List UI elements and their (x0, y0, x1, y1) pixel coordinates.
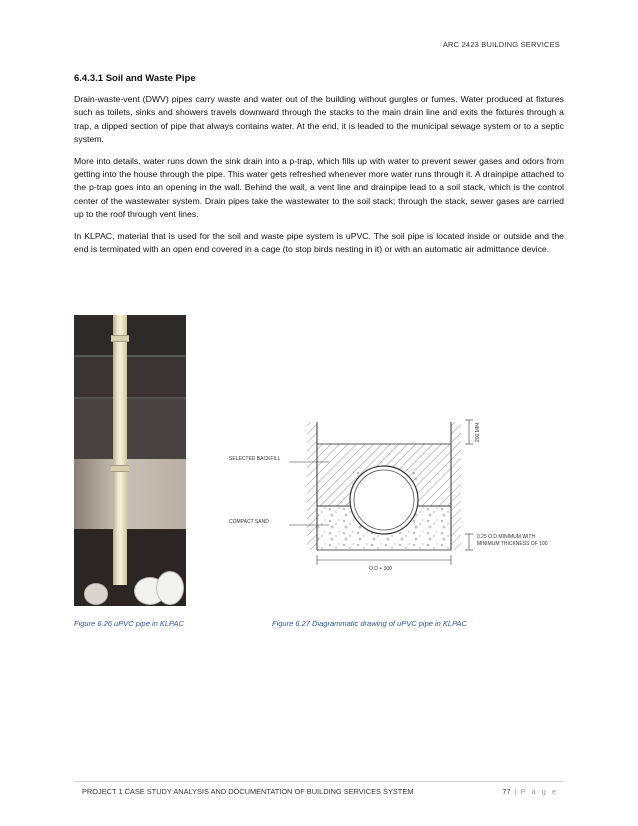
upvc-pipe-section-drawing (229, 410, 549, 605)
section-title: 6.4.3.1 Soil and Waste Pipe (74, 73, 196, 84)
page-number: 77 (502, 787, 511, 796)
paragraph-details: More into details, water runs down the sink drain into a p-trap, which fills up with water to prevent sewer gases and odors from getting into the house through the pipe. This water gets refreshed whenever more water runs through it. A drainpipe attached to the p-trap goes into an opening in the wall. Behind the wall, a vent line and drainpipe lead to a soil stack, which is the control center of the wastewater system. Drain pipes take the wastewater to the soil stack; through the stack, sewer gases are carried up to the roof through vent lines. (74, 155, 564, 220)
paragraph-dwv: Drain-waste-vent (DWV) pipes carry waste and water out of the building without gurgles or fumes. Water produced at fixtures such as toilets, sinks and showers travels downward through the stacks to the main drain line and exits the fixtures through a trap, a dipped section of pipe that always contains water. At the end, it is leaded to the municipal sewage system or to a septic system. (74, 94, 564, 145)
section-content (74, 73, 564, 264)
dish-shape (156, 571, 184, 605)
pipe-shape (113, 315, 127, 585)
page-header: ARC 2423 BUILDING SERVICES (442, 40, 560, 49)
cup-shape (84, 583, 108, 605)
dimension-200-min: 200 MIN (475, 423, 481, 442)
dimension-width: O.D + 300 (369, 566, 392, 572)
footer-page-info (502, 787, 558, 796)
trench-wall-right (451, 422, 461, 550)
label-selected-backfill: SELECTED BACKFILL (229, 456, 281, 462)
page-separator: | (514, 787, 517, 796)
paragraph-klpac: In KLPAC, material that is used for the soil and waste pipe system is uPVC. The soil pipe is located inside or outside and the end is terminated with an open end covered in a cage (to stop birds nesting in it) or with an automatic air admittance device. (74, 230, 564, 255)
page-footer (74, 781, 564, 800)
dimension-bedding-2: MINIMUM THICKNESS OF 100 (477, 541, 548, 547)
figures-area (74, 315, 564, 628)
caption-figure-6-27: Figure 6.27 Diagrammatic drawing of uPVC pipe in KLPAC (272, 619, 467, 628)
trench-wall-left (307, 422, 317, 550)
pipe-section-circle (350, 466, 418, 534)
label-compact-sand: COMPACT SAND (229, 519, 269, 525)
caption-figure-6-26: Figure 6.26 uPVC pipe in KLPAC (74, 619, 184, 628)
page-word: P a g e (520, 787, 558, 796)
dimension-bedding-1: 0.25 O.D MINIMUM WITH (477, 534, 536, 540)
upvc-pipe-photo (74, 315, 186, 606)
footer-project-title: PROJECT 1 CASE STUDY ANALYSIS AND DOCUMENTATION OF BUILDING SERVICES SYSTEM (82, 787, 414, 796)
